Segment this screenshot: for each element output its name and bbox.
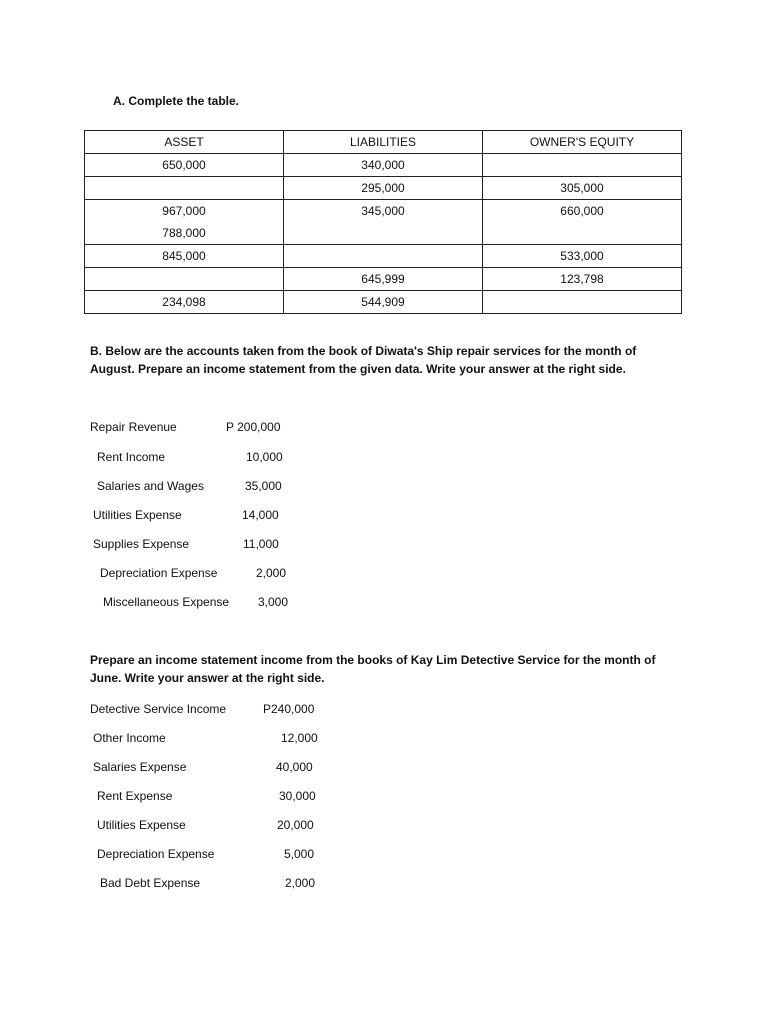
liabilities-cell[interactable]: 340,000 [284,154,483,177]
table-row [85,177,682,200]
account-amount: 40,000 [276,760,313,774]
owners-equity-cell-group[interactable] [483,200,682,245]
liabilities-cell-group[interactable] [284,200,483,245]
header-owners-equity: OWNER'S EQUITY [483,131,682,154]
account-amount: 3,000 [258,595,289,609]
owners-equity-cell[interactable]: 660,000 [560,204,604,218]
account-amount: 11,000 [243,537,279,551]
account-name: Miscellaneous Expense [103,595,230,609]
table-row [85,154,682,177]
accounting-equation-table [84,130,682,314]
account-name: Depreciation Expense [97,847,215,861]
table-row-group [85,200,682,245]
account-amount: 10,000 [246,450,283,464]
table-row [85,245,682,268]
account-amount: 30,000 [279,789,316,803]
account-name: Detective Service Income [90,702,227,716]
account-amount: 12,000 [281,731,318,745]
account-name: Repair Revenue [90,420,177,434]
account-name: Salaries and Wages [97,479,204,493]
owners-equity-cell[interactable]: 533,000 [483,245,682,268]
account-name: Depreciation Expense [100,566,218,580]
owners-equity-cell[interactable] [483,154,682,177]
account-amount: P240,000 [263,702,315,716]
liabilities-cell[interactable]: 345,000 [361,204,405,218]
asset-cell[interactable]: 845,000 [85,245,284,268]
account-amount: 14,000 [242,508,279,522]
table-header-row [85,131,682,154]
asset-cell[interactable]: 967,000 [162,204,206,218]
account-name: Utilities Expense [97,818,186,832]
asset-cell[interactable]: 234,098 [85,291,284,314]
account-name: Rent Expense [97,789,173,803]
account-name: Other Income [93,731,166,745]
account-amount: P 200,000 [226,420,281,434]
account-name: Supplies Expense [93,537,190,551]
owners-equity-cell[interactable] [483,291,682,314]
asset-cell-group[interactable] [85,200,284,245]
table-row [85,291,682,314]
header-liabilities: LIABILITIES [284,131,483,154]
section-c-instructions: Prepare an income statement income from the books of Kay Lim Detective Service for the month of June. Write your answer at the right side. [90,653,656,685]
account-name: Rent Income [97,450,166,464]
liabilities-cell[interactable]: 544,909 [284,291,483,314]
asset-cell[interactable]: 650,000 [85,154,284,177]
liabilities-cell[interactable] [284,245,483,268]
account-amount: 20,000 [277,818,314,832]
liabilities-cell[interactable]: 645,999 [284,268,483,291]
asset-cell[interactable] [85,177,284,200]
owners-equity-cell[interactable]: 123,798 [483,268,682,291]
account-amount: 35,000 [245,479,282,493]
account-name: Utilities Expense [93,508,182,522]
account-name: Bad Debt Expense [100,876,201,890]
liabilities-cell[interactable]: 295,000 [284,177,483,200]
account-name: Salaries Expense [93,760,187,774]
account-amount: 2,000 [256,566,287,580]
section-b-instructions: B. Below are the accounts taken from the book of Diwata's Ship repair services for the month of August. Prepare an income statement from the given data. Write your answer at the right side. [90,344,637,376]
asset-cell[interactable]: 788,000 [162,226,206,240]
asset-cell[interactable] [85,268,284,291]
section-a-heading: A. Complete the table. [113,94,240,108]
header-asset: ASSET [85,131,284,154]
account-amount: 2,000 [285,876,316,890]
table-row [85,268,682,291]
account-amount: 5,000 [284,847,315,861]
owners-equity-cell[interactable]: 305,000 [483,177,682,200]
